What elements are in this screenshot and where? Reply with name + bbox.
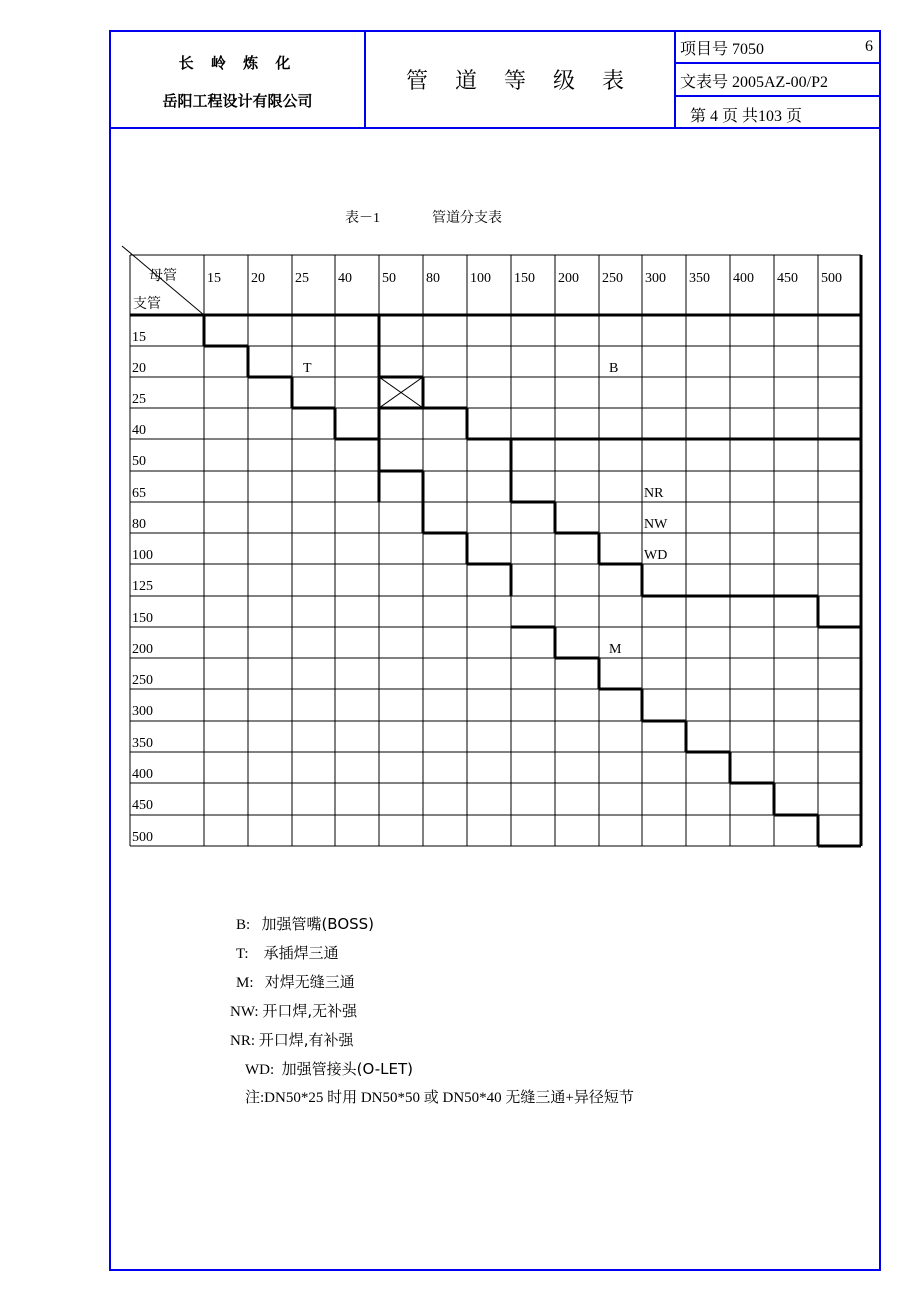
main-pipe-size-50: 50 <box>382 271 396 286</box>
doc-number: 文表号 2005AZ-00/P2 <box>680 73 829 91</box>
cell-marker-wd: WD <box>644 548 668 563</box>
branch-pipe-size-300: 300 <box>132 704 153 719</box>
table-title: 管道分支表 <box>432 210 502 226</box>
branch-pipe-size-125: 125 <box>132 579 153 594</box>
branch-pipe-size-500: 500 <box>132 830 153 845</box>
branch-pipe-size-250: 250 <box>132 673 153 688</box>
legend-item-b: B: 加强管嘴(BOSS) <box>236 915 375 933</box>
branch-pipe-size-450: 450 <box>132 798 153 813</box>
table-number: 表－1 <box>345 211 380 226</box>
legend-item-t: T: 承插焊三通 <box>236 944 339 962</box>
branch-pipe-size-80: 80 <box>132 517 146 532</box>
main-pipe-size-500: 500 <box>821 271 842 286</box>
main-pipe-size-450: 450 <box>777 271 798 286</box>
main-pipe-size-80: 80 <box>426 271 440 286</box>
cell-marker-nr: NR <box>644 486 664 501</box>
project-number: 项目号 7050 <box>680 40 765 58</box>
branch-pipe-size-20: 20 <box>132 361 146 376</box>
cell-marker-nw: NW <box>644 517 668 532</box>
legend-item-nr: NR: 开口焊,有补强 <box>230 1031 354 1049</box>
main-pipe-size-15: 15 <box>207 271 221 286</box>
branch-pipe-size-25: 25 <box>132 392 146 407</box>
main-pipe-size-25: 25 <box>295 271 309 286</box>
main-pipe-size-100: 100 <box>470 271 491 286</box>
branch-pipe-size-15: 15 <box>132 330 146 345</box>
cell-marker-t: T <box>303 361 312 376</box>
legend-item-m: M: 对焊无缝三通 <box>236 973 355 991</box>
revision-number: 6 <box>865 38 873 55</box>
main-pipe-size-20: 20 <box>251 271 265 286</box>
branch-pipe-size-400: 400 <box>132 767 153 782</box>
main-pipe-size-150: 150 <box>514 271 535 286</box>
header-label-main-pipe: 母管 <box>149 268 177 284</box>
company-subname: 岳阳工程设计有限公司 <box>162 92 313 110</box>
main-pipe-size-40: 40 <box>338 271 352 286</box>
table-boundary-lines <box>130 255 861 846</box>
page-info: 第 4 页 共103 页 <box>690 107 803 125</box>
branch-pipe-size-50: 50 <box>132 454 146 469</box>
table-note: 注:DN50*25 时用 DN50*50 或 DN50*40 无缝三通+异径短节 <box>245 1090 634 1106</box>
main-pipe-size-400: 400 <box>733 271 754 286</box>
header-label-branch-pipe: 支管 <box>133 296 161 312</box>
cell-marker-m: M <box>609 642 622 657</box>
branch-pipe-size-350: 350 <box>132 736 153 751</box>
main-pipe-size-200: 200 <box>558 271 579 286</box>
main-pipe-size-250: 250 <box>602 271 623 286</box>
document-title: 管 道 等 级 表 <box>366 32 676 127</box>
branch-pipe-size-200: 200 <box>132 642 153 657</box>
branch-pipe-size-65: 65 <box>132 486 146 501</box>
main-pipe-size-350: 350 <box>689 271 710 286</box>
main-pipe-size-300: 300 <box>645 271 666 286</box>
company-name: 长 岭 炼 化 <box>178 54 297 72</box>
table-grid-lines <box>122 246 861 846</box>
legend <box>230 910 634 1112</box>
legend-item-nw: NW: 开口焊,无补强 <box>230 1002 358 1020</box>
branch-pipe-size-150: 150 <box>132 611 153 626</box>
branch-pipe-size-100: 100 <box>132 548 153 563</box>
table-labels <box>132 268 842 845</box>
cell-marker-b: B <box>609 361 619 376</box>
branch-pipe-size-40: 40 <box>132 423 146 438</box>
legend-item-wd: WD: 加强管接头(O-LET) <box>245 1060 414 1078</box>
